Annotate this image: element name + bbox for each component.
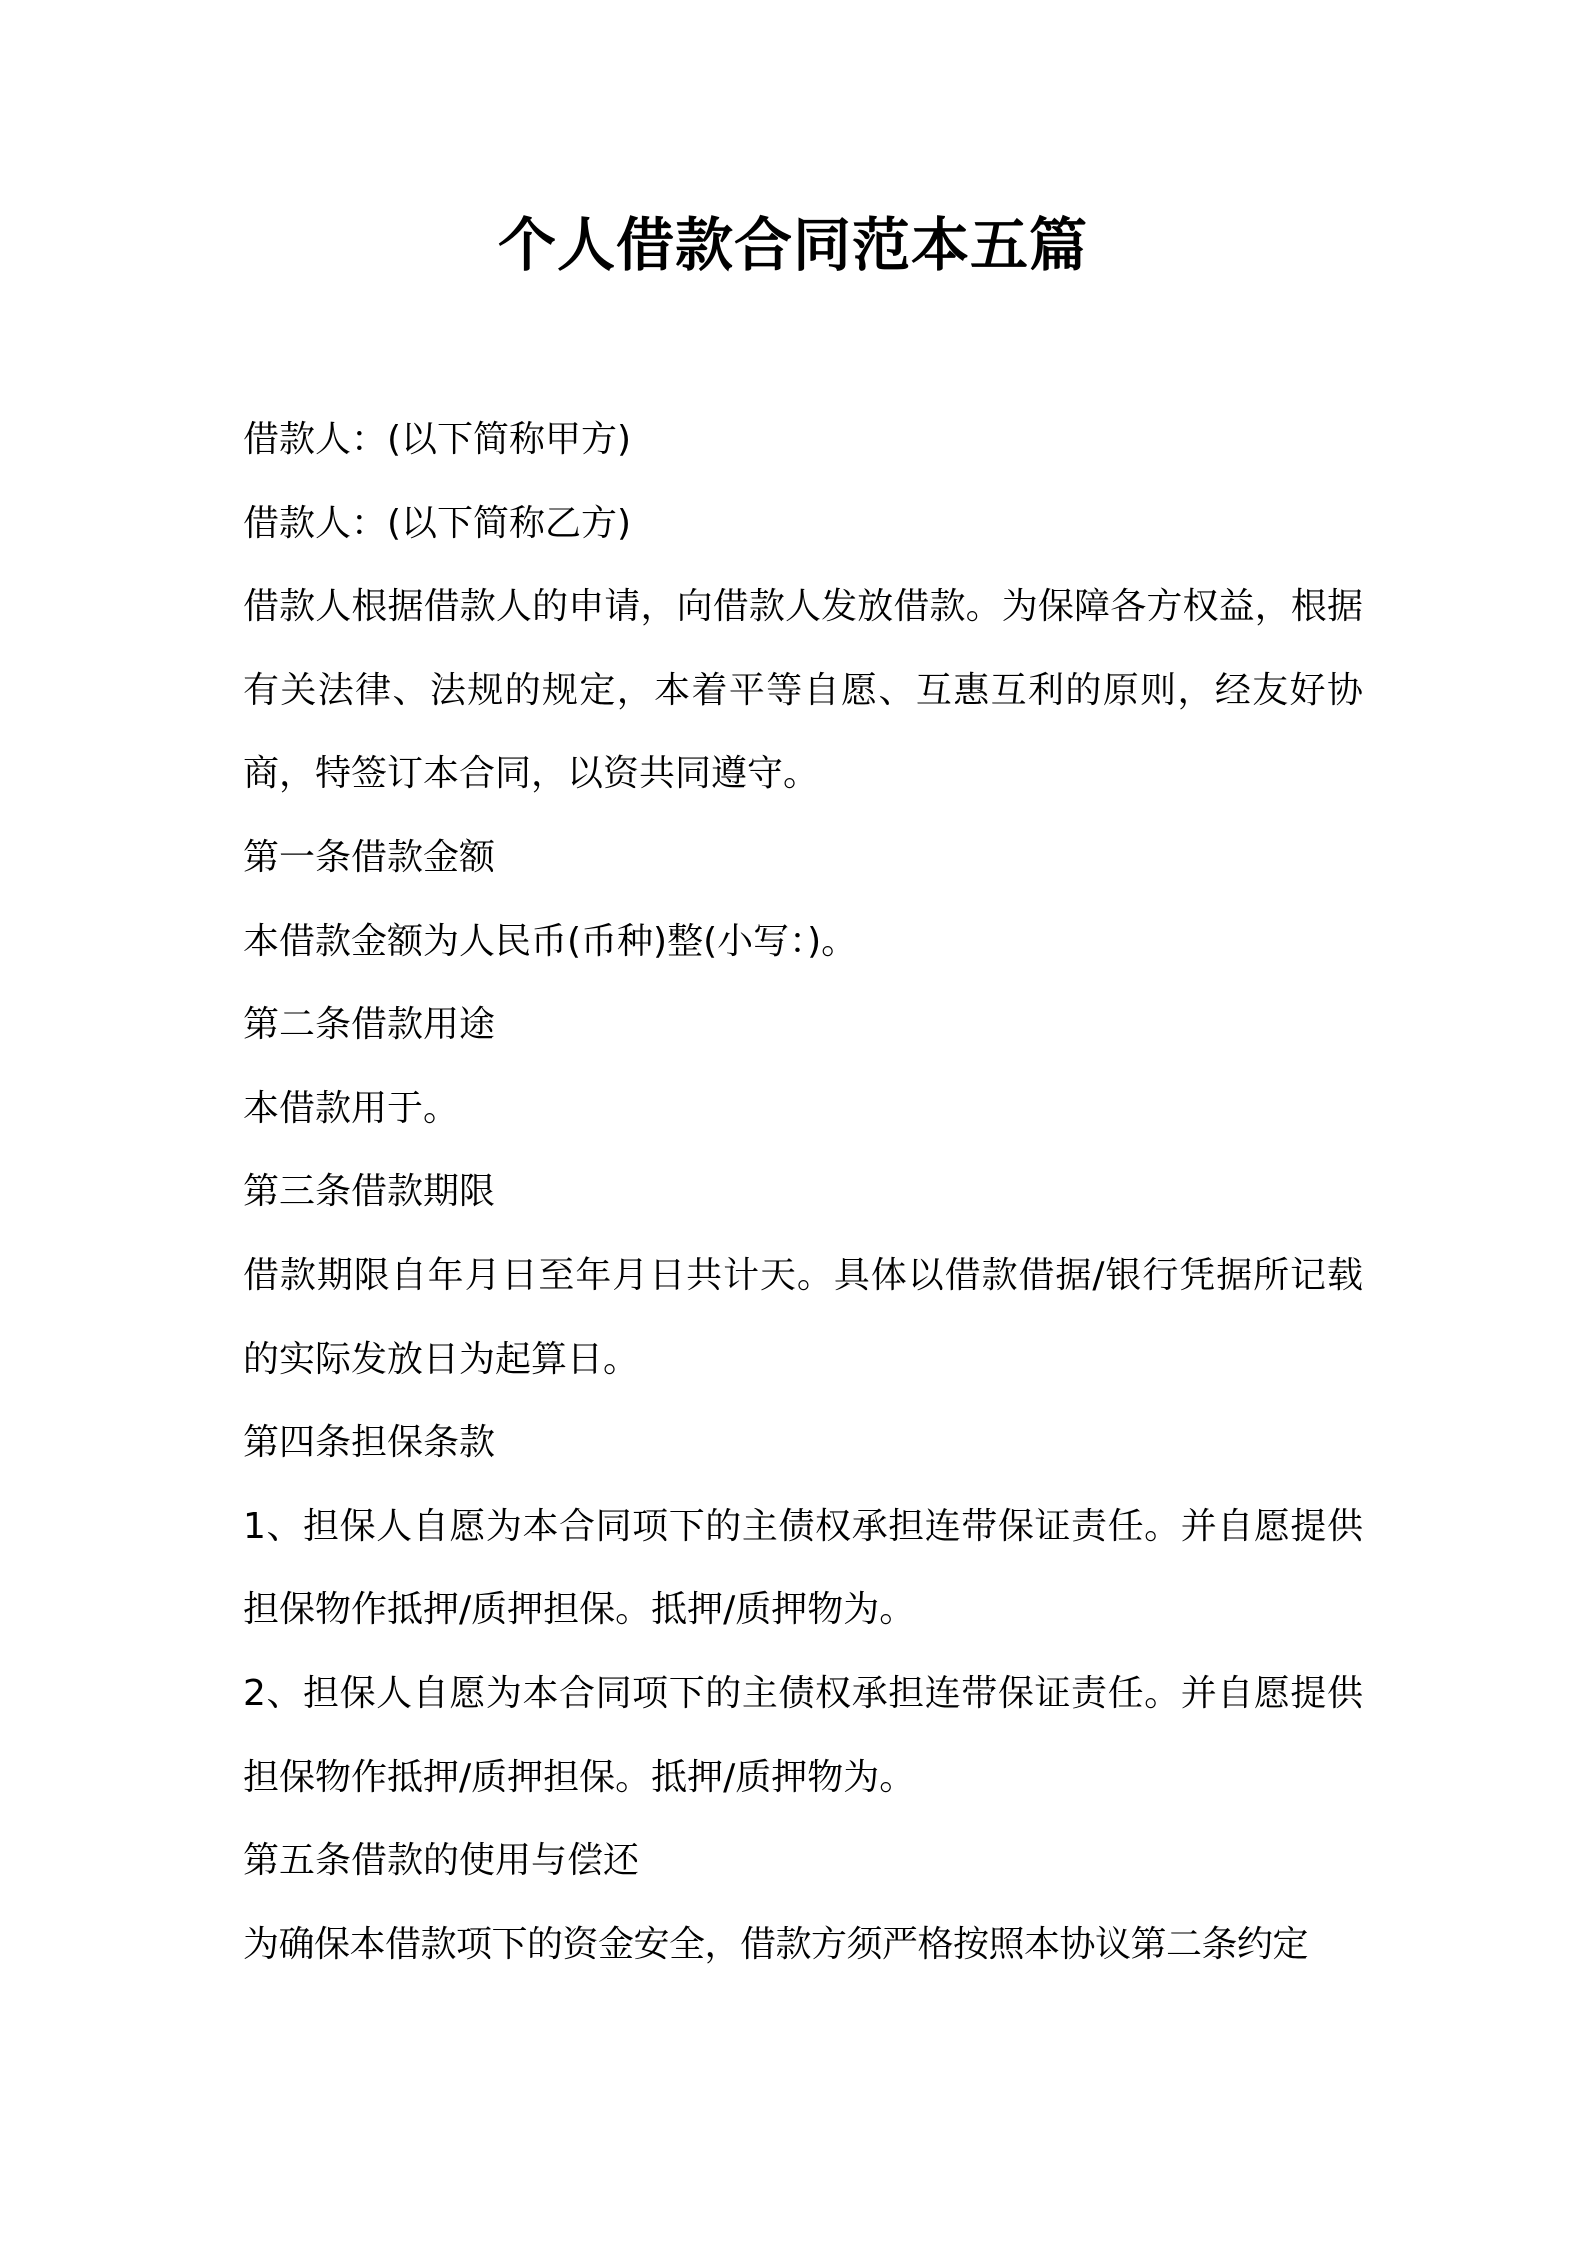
borrower-line: 借款人：(以下简称乙方) [243, 502, 632, 544]
article-3-text: 借款期限自年月日至年月日共计天。具体以借款借据/银行凭据所记载的实际发放日为起算日。 [243, 1254, 1363, 1380]
document-body [243, 398, 1363, 1986]
article-1-text: 本借款金额为人民币(币种)整(小写：)。 [243, 920, 858, 962]
article-4-clause-2: 2、担保人自愿为本合同项下的主债权承担连带保证责任。并自愿提供担保物作抵押/质押担保。抵押/质押物为。 [243, 1672, 1363, 1798]
preamble-paragraph: 借款人根据借款人的申请，向借款人发放借款。为保障各方权益，根据有关法律、法规的规定，本着平等自愿、互惠互利的原则，经友好协商，特签订本合同，以资共同遵守。 [243, 586, 1363, 795]
article-5-heading: 第五条借款的使用与偿还 [243, 1840, 640, 1882]
article-2-heading: 第二条借款用途 [243, 1004, 496, 1046]
lender-line: 借款人：(以下简称甲方) [243, 419, 632, 460]
article-5-text: 为确保本借款项下的资金安全，借款方须严格按照本协议第二条约定 [243, 1923, 1309, 1965]
article-2-text: 本借款用于。 [243, 1087, 460, 1129]
article-3-heading: 第三条借款期限 [243, 1171, 496, 1213]
article-1-heading: 第一条借款金额 [243, 836, 496, 878]
document-title: 个人借款合同范本五篇 [497, 211, 1088, 279]
article-4-clause-1: 1、担保人自愿为本合同项下的主债权承担连带保证责任。并自愿提供担保物作抵押/质押担保。抵押/质押物为。 [243, 1505, 1363, 1631]
article-4-heading: 第四条担保条款 [243, 1422, 496, 1464]
